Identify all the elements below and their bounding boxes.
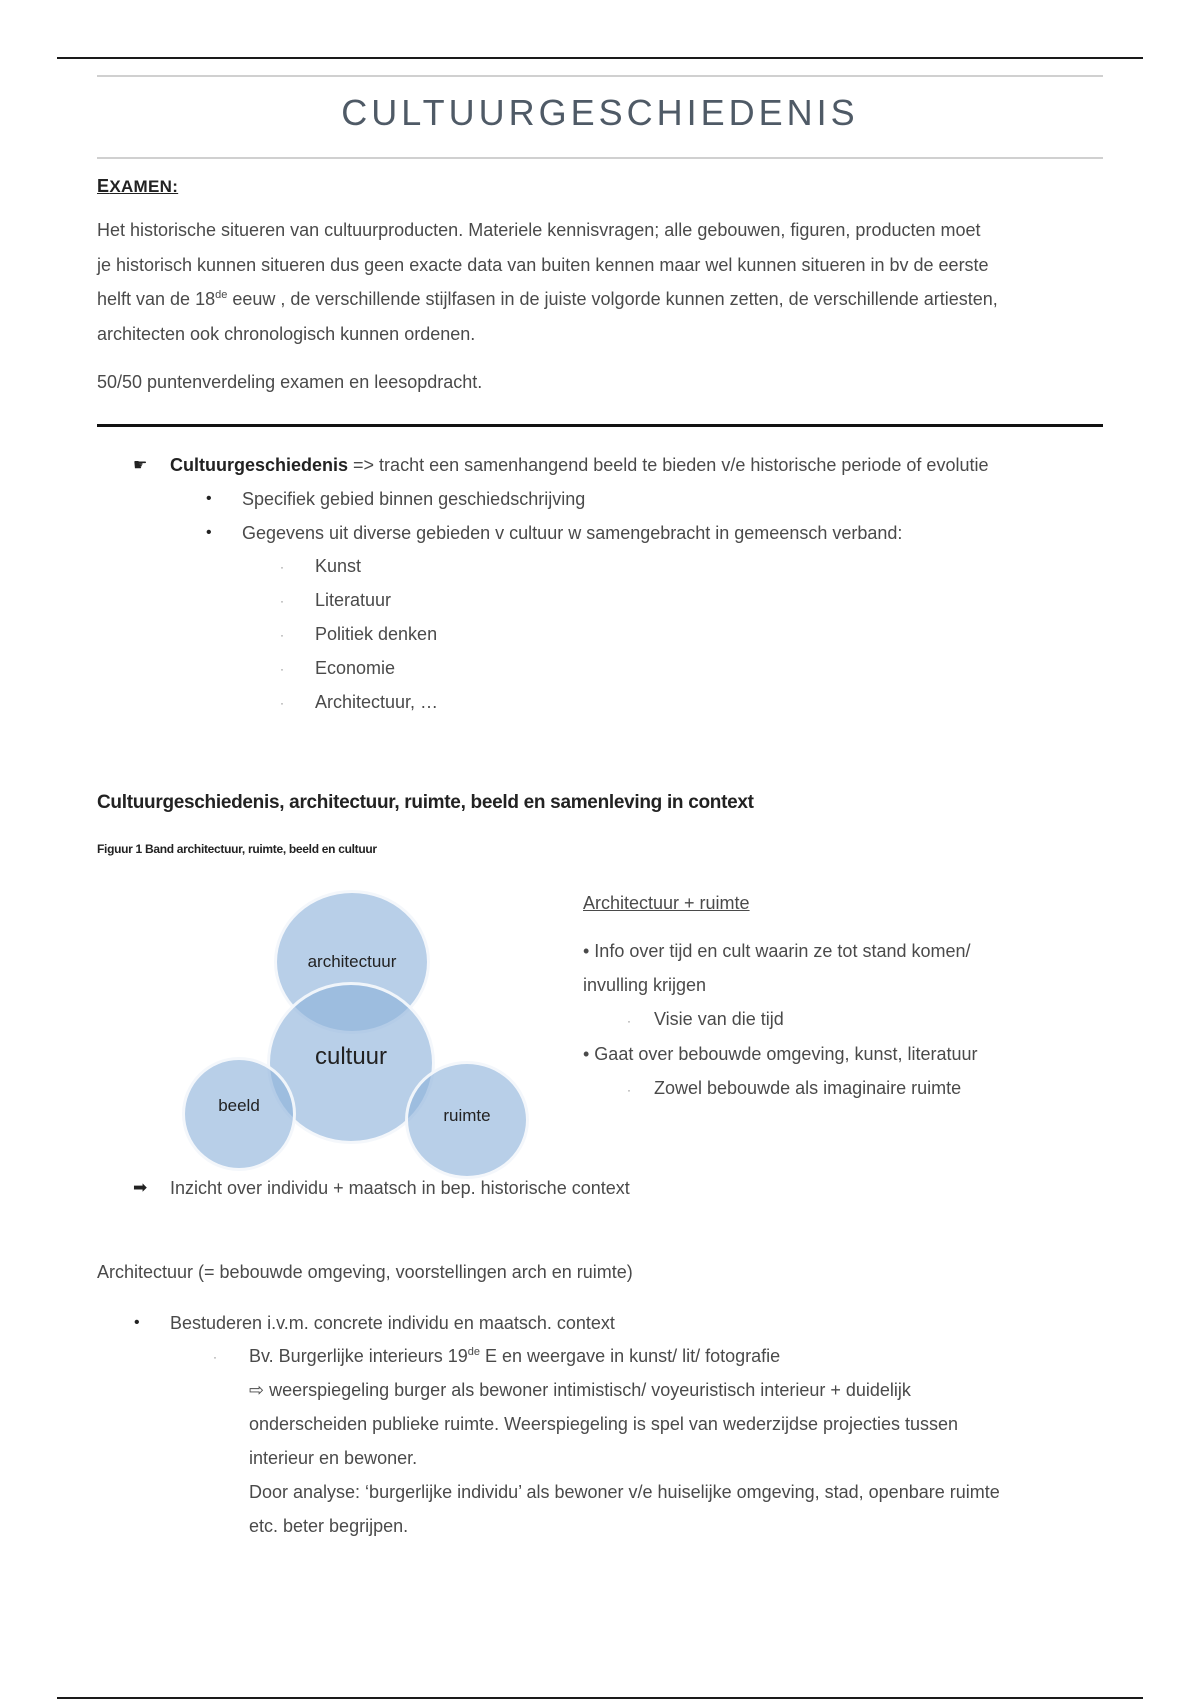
subpoint-item: Politiek denken	[315, 624, 438, 644]
figure-caption: Figuur 1 Band architectuur, ruimte, beeld en cultuur	[97, 842, 377, 856]
exam-line-2: je historisch kunnen situeren dus geen exacte data van buiten kennen maar wel kunnen situeren in bv de eerste	[97, 254, 989, 275]
circle-label-architectuur: architectuur	[307, 952, 397, 971]
side-heading-text: Architectuur + ruimte	[583, 893, 750, 913]
intro-definition-text: => tracht een samenhangend beeld te bieden v/e historische periode of evolutie	[348, 455, 989, 475]
circle-label-ruimte: ruimte	[443, 1106, 491, 1125]
side-bullet-2-sub: Zowel bebouwde als imaginaire ruimte	[654, 1078, 962, 1098]
page-border-bottom	[57, 1697, 1143, 1699]
pointing-hand-icon: ☛	[133, 457, 148, 474]
subpoint-item: Architectuur, …	[315, 692, 439, 712]
bullet-icon: •	[206, 524, 212, 541]
architecture-example-pre: Bv. Burgerlijke interieurs 19	[249, 1346, 468, 1366]
architecture-point: Bestuderen i.v.m. concrete individu en maatsch. context	[170, 1313, 615, 1333]
small-bullet-icon: ·	[280, 560, 284, 574]
intro-term: Cultuurgeschiedenis	[170, 455, 349, 475]
circle-beeld	[182, 1057, 296, 1171]
bullet-icon: •	[206, 490, 212, 507]
reflection-line-1: ⇨ weerspiegeling burger als bewoner intimistisch/ voyeuristisch interieur + duidelijk	[249, 1380, 911, 1400]
page-title: CULTUURGESCHIEDENIS	[341, 92, 859, 133]
exam-heading	[97, 176, 178, 197]
title-rule-top	[97, 75, 1103, 77]
section-heading: Cultuurgeschiedenis, architectuur, ruimte, beeld en samenleving in context	[97, 792, 754, 813]
small-bullet-icon: ·	[627, 1014, 631, 1028]
small-bullet-icon: ·	[280, 628, 284, 642]
side-heading	[583, 893, 750, 914]
bullet-icon: •	[134, 1314, 140, 1331]
side-bullet-1-sub: Visie van die tijd	[654, 1009, 784, 1029]
small-bullet-icon: ·	[280, 696, 284, 710]
exam-heading-initial: E	[97, 176, 110, 196]
arrow-right-icon: ➡	[133, 1178, 148, 1197]
exam-line-4: architecten ook chronologisch kunnen ordenen.	[97, 323, 476, 344]
exam-line-1: Het historische situeren van cultuurproducten. Materiele kennisvragen; alle gebouwen, figuren, producten moet	[97, 220, 981, 240]
analysis-line-1: Door analyse: ‘burgerlijke individu’ als bewoner v/e huiselijke omgeving, stad, openbare ruimte	[249, 1482, 1000, 1502]
circle-label-beeld: beeld	[218, 1096, 260, 1115]
architecture-example	[249, 1346, 780, 1367]
small-bullet-icon: ·	[627, 1083, 631, 1097]
architecture-example-post: E en weergave in kunst/ lit/ fotografie	[480, 1346, 781, 1366]
section-divider	[97, 424, 1103, 427]
side-bullet-1-line-2: invulling krijgen	[583, 975, 707, 995]
title-rule-bottom	[97, 157, 1103, 159]
exam-paragraph	[97, 213, 1103, 351]
venn-diagram	[157, 885, 577, 1175]
exam-line-3	[97, 282, 1103, 317]
side-bullet-1-line-1: • Info over tijd en cult waarin ze tot stand komen/	[583, 941, 971, 961]
page-border-top	[57, 57, 1143, 59]
circle-ruimte	[405, 1061, 529, 1179]
subpoint-item: Kunst	[315, 556, 362, 576]
side-bullet-2: • Gaat over bebouwde omgeving, kunst, literatuur	[583, 1044, 978, 1064]
analysis-line-2: etc. beter begrijpen.	[249, 1516, 409, 1536]
reflection-line-3: interieur en bewoner.	[249, 1448, 418, 1468]
exam-line-3-sup: de	[215, 289, 228, 301]
exam-heading-rest: XAMEN:	[109, 177, 179, 196]
grading-text: 50/50 puntenverdeling examen en leesopdracht.	[97, 372, 483, 392]
section-conclusion: Inzicht over individu + maatsch in bep. historische context	[170, 1178, 630, 1198]
exam-line-3-pre: helft van de 18	[97, 289, 216, 309]
subpoint-item: Literatuur	[315, 590, 392, 610]
small-bullet-icon: ·	[280, 662, 284, 676]
exam-line-3-post: eeuw , de verschillende stijlfasen in de juiste volgorde kunnen zetten, de verschillende artiesten,	[227, 289, 998, 309]
architecture-heading: Architectuur (= bebouwde omgeving, voorstellingen arch en ruimte)	[97, 1262, 633, 1282]
small-bullet-icon: ·	[213, 1350, 217, 1364]
reflection-line-2: onderscheiden publieke ruimte. Weerspiegeling is spel van wederzijdse projecties tussen	[249, 1414, 959, 1434]
intro-definition	[170, 455, 988, 476]
intro-point-1: Specifiek gebied binnen geschiedschrijving	[242, 489, 586, 509]
circle-label-cultuur: cultuur	[314, 1043, 388, 1070]
intro-point-2: Gegevens uit diverse gebieden v cultuur w samengebracht in gemeensch verband:	[242, 523, 903, 543]
architecture-example-sup: de	[467, 1346, 481, 1358]
small-bullet-icon: ·	[280, 594, 284, 608]
subpoint-item: Economie	[315, 658, 396, 678]
